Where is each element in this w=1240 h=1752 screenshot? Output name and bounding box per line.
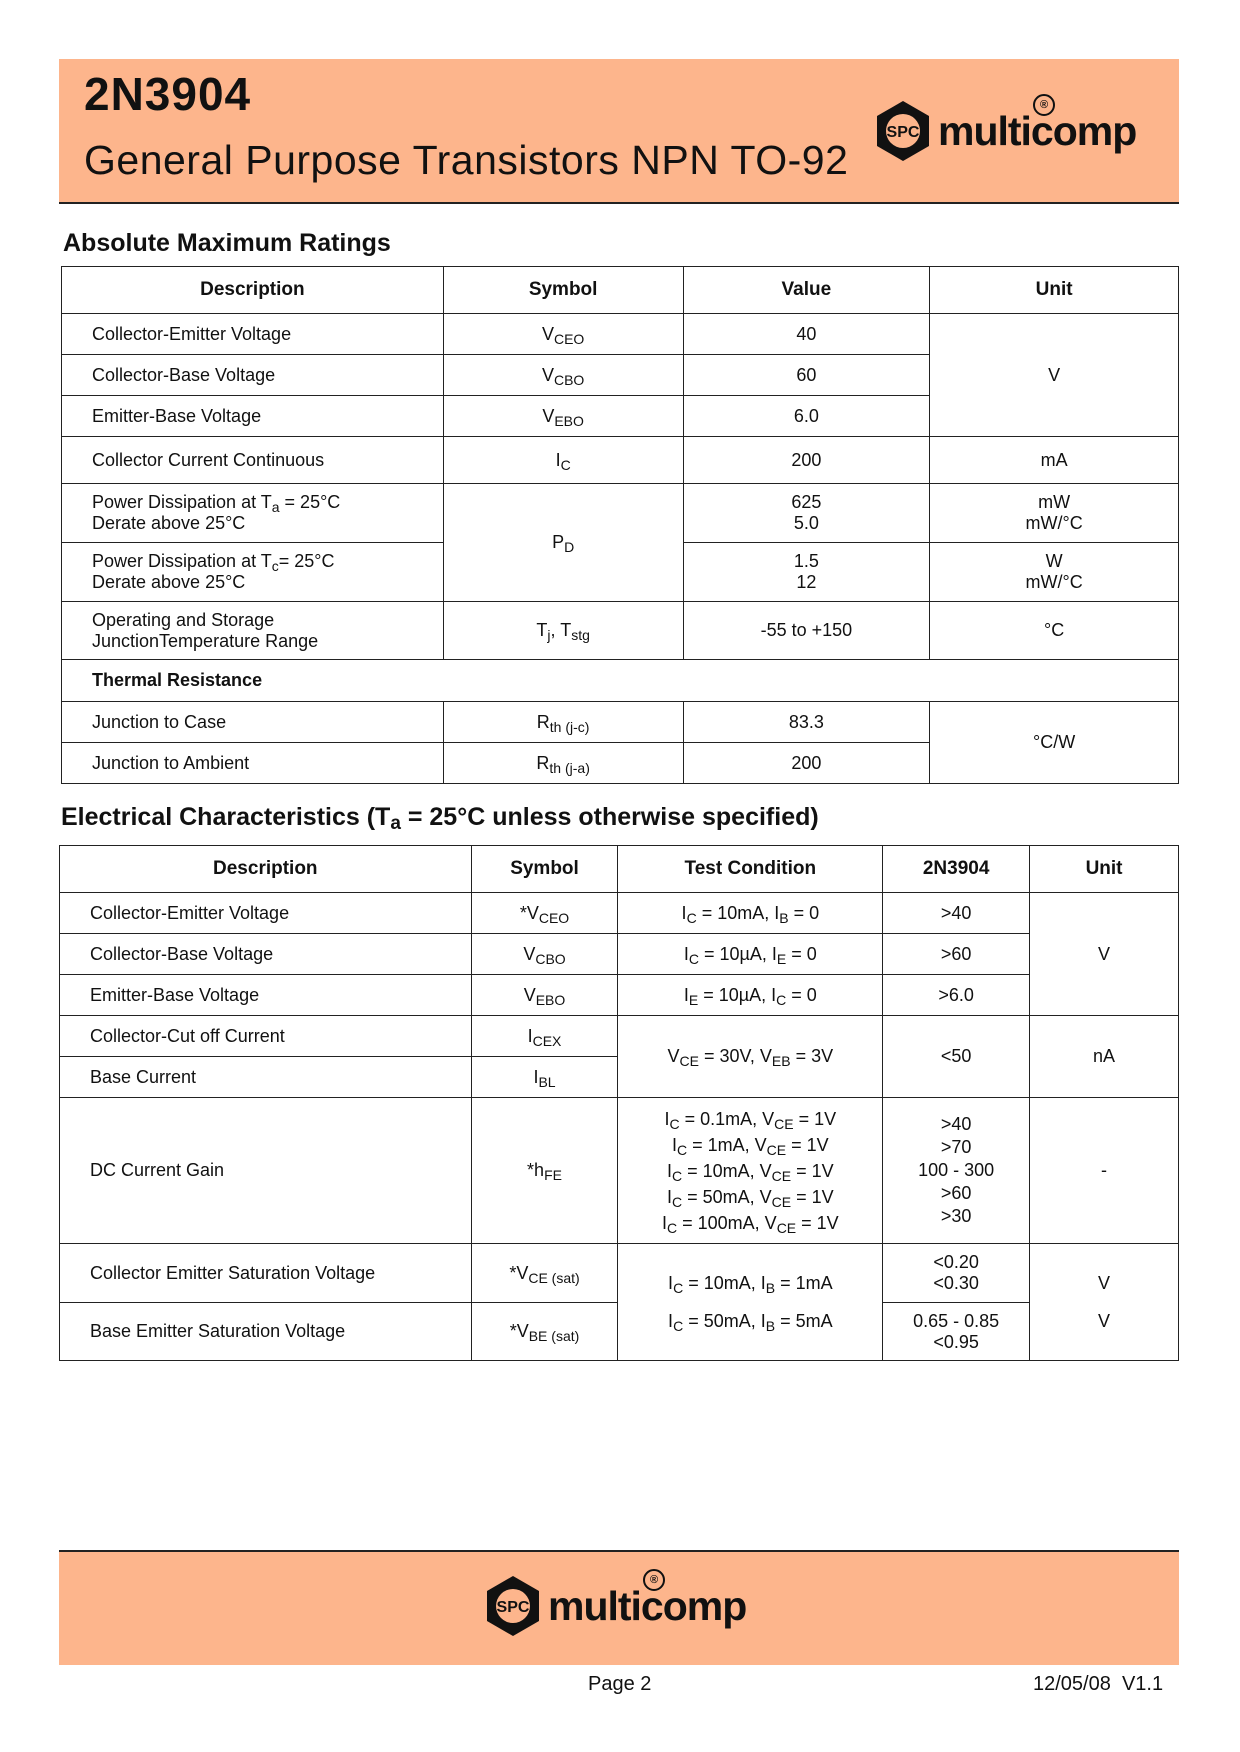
brand-name-text: multicomp xyxy=(548,1582,747,1629)
unit-cell: mA xyxy=(930,437,1179,484)
desc-cell: Emitter-Base Voltage xyxy=(62,396,444,437)
symbol-cell: $T_j$, $T_{stg}$ xyxy=(443,602,683,660)
table-row xyxy=(60,1016,1179,1057)
value-cell: 625 5.0 xyxy=(683,484,930,543)
table-row xyxy=(60,975,1179,1016)
amr-title: Absolute Maximum Ratings xyxy=(63,229,391,257)
unit-cell: °C xyxy=(930,602,1179,660)
registered-mark: ® xyxy=(1033,94,1055,116)
table-row xyxy=(60,934,1179,975)
table-row xyxy=(62,484,1179,543)
ec-col-2n3904: 2N3904 xyxy=(883,846,1030,893)
footer-brand-logo xyxy=(484,1574,746,1638)
brand-name xyxy=(548,1573,747,1630)
condition-cell: $I_C = 10mA$, $I_B = 1mA$ $I_C = 50mA$, $I_B = 5mA$ xyxy=(618,1244,883,1361)
symbol-cell: $I_{BL}$ xyxy=(471,1057,618,1098)
value-cell: 6.0 xyxy=(683,396,930,437)
spc-badge-text: SPC xyxy=(886,124,920,141)
desc-cell: Junction to Case xyxy=(62,702,444,743)
table-row xyxy=(62,314,1179,355)
desc-cell: Power Dissipation at $T_c= 25^\circ C$ Derate above 25°C xyxy=(62,543,444,602)
date-version: 12/05/08 V1.1 xyxy=(1033,1673,1164,1695)
symbol-cell: $V_{CBO}$ xyxy=(471,934,618,975)
brand-name-text: multicomp xyxy=(938,107,1137,154)
symbol-cell: $V_{EBO}$ xyxy=(471,975,618,1016)
amr-col-description: Description xyxy=(62,267,444,314)
value-cell: 40 xyxy=(683,314,930,355)
desc-cell: Power Dissipation at $T_a = 25^\circ C$ Derate above 25°C xyxy=(62,484,444,543)
value-cell: >60 xyxy=(883,934,1030,975)
symbol-cell: $I_{CEX}$ xyxy=(471,1016,618,1057)
spc-hexagon-icon xyxy=(484,1574,542,1638)
value-cell: 0.65 - 0.85 <0.95 xyxy=(883,1303,1030,1361)
symbol-cell: $V_{CBO}$ xyxy=(443,355,683,396)
value-cell: >6.0 xyxy=(883,975,1030,1016)
symbol-cell: $*h_{FE}$ xyxy=(471,1098,618,1244)
value-cell: >40 >70 100 - 300 >60 >30 xyxy=(883,1098,1030,1244)
table-row xyxy=(60,893,1179,934)
page-subtitle: General Purpose Transistors NPN TO-92 xyxy=(84,137,849,183)
table-row xyxy=(62,602,1179,660)
ec-col-unit: Unit xyxy=(1030,846,1179,893)
symbol-cell: $*V_{CEO}$ xyxy=(471,893,618,934)
brand-name xyxy=(938,98,1137,155)
desc-cell: Base Emitter Saturation Voltage xyxy=(60,1303,472,1361)
desc-cell: Collector Current Continuous xyxy=(62,437,444,484)
ec-col-symbol: Symbol xyxy=(471,846,618,893)
value-cell: 200 xyxy=(683,437,930,484)
desc-cell: Collector-Emitter Voltage xyxy=(60,893,472,934)
value-cell: >40 xyxy=(883,893,1030,934)
unit-cell: V V xyxy=(1030,1244,1179,1361)
value-cell: -55 to +150 xyxy=(683,602,930,660)
value-cell: 200 xyxy=(683,743,930,784)
desc-cell: DC Current Gain xyxy=(60,1098,472,1244)
brand-logo xyxy=(874,99,1136,163)
amr-col-unit: Unit xyxy=(930,267,1179,314)
desc-cell: Base Current xyxy=(60,1057,472,1098)
desc-cell: Collector-Base Voltage xyxy=(62,355,444,396)
symbol-cell: $V_{CEO}$ xyxy=(443,314,683,355)
condition-cell: $I_C = 10\mu A$, $I_E = 0$ xyxy=(618,934,883,975)
condition-cell: $I_C = 0.1mA$, $V_{CE} = 1V$ $I_C = 1mA$, $V_{CE} = 1V$ $I_C = 10mA$, $V_{CE} = 1V$ $I_C = 50mA$, $V_{CE} = 1V$ $I_C = 100mA$, $V_{CE} = 1V$ xyxy=(618,1098,883,1244)
registered-mark: ® xyxy=(643,1569,665,1591)
symbol-cell: $V_{EBO}$ xyxy=(443,396,683,437)
ec-header-row xyxy=(60,846,1179,893)
desc-cell: Collector-Emitter Voltage xyxy=(62,314,444,355)
unit-cell: V xyxy=(1030,893,1179,1016)
symbol-cell: $*V_{BE (sat)}$ xyxy=(471,1303,618,1361)
unit-cell: W mW/°C xyxy=(930,543,1179,602)
table-row xyxy=(60,1098,1179,1244)
symbol-cell: $R_{th (j-c)}$ xyxy=(443,702,683,743)
part-number: 2N3904 xyxy=(84,68,252,120)
desc-cell: Collector-Cut off Current xyxy=(60,1016,472,1057)
ec-table xyxy=(59,845,1179,1361)
spc-badge-text: SPC xyxy=(496,1599,530,1616)
table-row xyxy=(60,1244,1179,1303)
symbol-cell: $P_D$ xyxy=(443,484,683,602)
condition-cell: $I_C = 10mA$, $I_B = 0$ xyxy=(618,893,883,934)
value-cell: 60 xyxy=(683,355,930,396)
amr-col-symbol: Symbol xyxy=(443,267,683,314)
symbol-cell: $R_{th (j-a)}$ xyxy=(443,743,683,784)
symbol-cell: $*V_{CE (sat)}$ xyxy=(471,1244,618,1303)
unit-cell: V xyxy=(930,314,1179,437)
table-row xyxy=(62,660,1179,702)
desc-cell: Collector-Base Voltage xyxy=(60,934,472,975)
ec-title: Electrical Characteristics ($T_a = 25^\circ C$ unless otherwise specified) xyxy=(61,803,819,834)
condition-cell: $V_{CE} = 30V$, $V_{EB} = 3V$ xyxy=(618,1016,883,1098)
symbol-cell: $I_C$ xyxy=(443,437,683,484)
desc-cell: Operating and Storage JunctionTemperature Range xyxy=(62,602,444,660)
thermal-resistance-heading: Thermal Resistance xyxy=(62,660,1179,702)
ec-col-description: Description xyxy=(60,846,472,893)
ec-col-test-condition: Test Condition xyxy=(618,846,883,893)
desc-cell: Emitter-Base Voltage xyxy=(60,975,472,1016)
value-cell: <50 xyxy=(883,1016,1030,1098)
value-cell: <0.20 <0.30 xyxy=(883,1244,1030,1303)
table-row xyxy=(62,437,1179,484)
amr-col-value: Value xyxy=(683,267,930,314)
unit-cell: mW mW/°C xyxy=(930,484,1179,543)
value-cell: 83.3 xyxy=(683,702,930,743)
spc-hexagon-icon xyxy=(874,99,932,163)
condition-cell: $I_E = 10\mu A$, $I_C = 0$ xyxy=(618,975,883,1016)
desc-cell: Collector Emitter Saturation Voltage xyxy=(60,1244,472,1303)
unit-cell: nA xyxy=(1030,1016,1179,1098)
value-cell: 1.5 12 xyxy=(683,543,930,602)
desc-cell: Junction to Ambient xyxy=(62,743,444,784)
footer-banner xyxy=(59,1550,1179,1665)
header-banner xyxy=(59,59,1179,204)
page-number: Page 2 xyxy=(588,1673,652,1695)
unit-cell: - xyxy=(1030,1098,1179,1244)
amr-header-row xyxy=(62,267,1179,314)
amr-table xyxy=(61,266,1179,784)
table-row xyxy=(62,702,1179,743)
unit-cell: °C/W xyxy=(930,702,1179,784)
